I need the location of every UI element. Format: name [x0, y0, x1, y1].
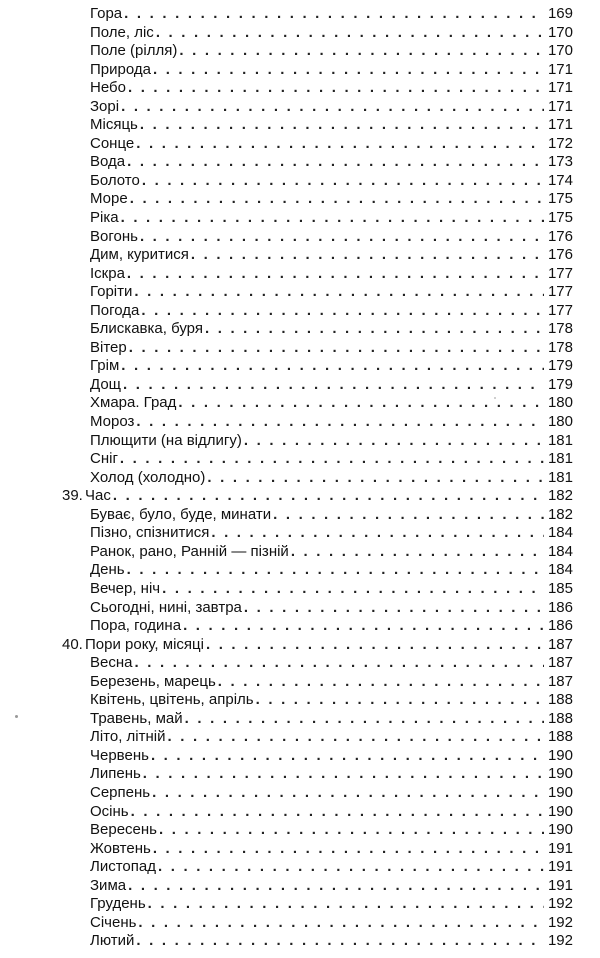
page-number: 192	[547, 932, 573, 950]
print-speck	[15, 715, 18, 718]
toc-row	[0, 599, 600, 618]
dot-leader	[131, 803, 544, 822]
dot-leader	[134, 654, 544, 673]
page-number: 181	[547, 468, 573, 486]
dot-leader	[183, 617, 544, 636]
entry-title: Сьогодні, нині, завтра	[90, 598, 242, 616]
entry-title: Болото	[90, 171, 140, 189]
toc-entry	[90, 172, 573, 191]
toc-entry	[90, 506, 573, 525]
toc-entry	[90, 691, 573, 710]
page-number: 192	[547, 913, 573, 931]
toc-row	[0, 654, 600, 673]
toc-chapter-row	[0, 636, 600, 655]
toc-entry	[90, 302, 573, 321]
page-number: 182	[547, 505, 573, 523]
dot-leader	[136, 932, 544, 951]
entry-title: Листопад	[90, 858, 156, 876]
toc-row	[0, 339, 600, 358]
toc-row	[0, 42, 600, 61]
entry-title: Мороз	[90, 413, 135, 431]
toc-row	[0, 376, 600, 395]
toc-entry	[90, 265, 573, 284]
entry-title: Грудень	[90, 895, 146, 913]
entry-title: Червень	[90, 746, 149, 764]
dot-leader	[128, 79, 544, 98]
toc-entry	[90, 803, 573, 822]
page-number: 176	[547, 227, 573, 245]
entry-title: Травень, май	[90, 709, 183, 727]
toc-row	[0, 858, 600, 877]
toc-row	[0, 877, 600, 896]
toc-entry	[90, 580, 573, 599]
dot-leader	[273, 506, 544, 525]
page-number: 178	[547, 320, 573, 338]
dot-leader	[143, 765, 544, 784]
entry-title: Хмара. Град	[90, 394, 177, 412]
page-number: 177	[547, 283, 573, 301]
dot-leader	[140, 228, 544, 247]
toc-entry	[90, 116, 573, 135]
dot-leader	[113, 487, 544, 506]
toc-entry	[90, 710, 573, 729]
dot-leader	[206, 636, 544, 655]
toc-row	[0, 209, 600, 228]
toc-entry	[90, 190, 573, 209]
entry-title: Дощ	[90, 375, 122, 393]
toc-entry	[90, 42, 573, 61]
entry-title: Ранок, рано, Ранній — пізній	[90, 542, 289, 560]
dot-leader	[121, 357, 544, 376]
dot-leader	[124, 5, 544, 24]
toc-row	[0, 265, 600, 284]
toc-entry	[90, 654, 573, 673]
entry-title: Вечер, ніч	[90, 579, 161, 597]
dot-leader	[121, 98, 544, 117]
entry-title: Поле, ліс	[90, 23, 154, 41]
toc-entry	[90, 320, 573, 339]
toc-entry	[90, 432, 573, 451]
toc-chapter-row	[0, 487, 600, 506]
print-speck	[494, 397, 496, 399]
page-number: 191	[547, 858, 573, 876]
page-number: 188	[547, 691, 573, 709]
page-number: 171	[547, 60, 573, 78]
page-number: 179	[547, 375, 573, 393]
entry-title: Сніг	[90, 450, 118, 468]
dot-leader	[148, 895, 544, 914]
toc-entry	[90, 877, 573, 896]
toc-entry	[90, 821, 573, 840]
entry-title: Сонце	[90, 134, 135, 152]
toc-row	[0, 283, 600, 302]
toc-entry	[90, 524, 573, 543]
entry-title: Холод (холодно)	[90, 468, 206, 486]
toc-row	[0, 821, 600, 840]
toc-row	[0, 469, 600, 488]
entry-title: Весна	[90, 654, 133, 672]
entry-title: Дим, куритися	[90, 246, 189, 264]
toc-row	[0, 450, 600, 469]
toc-row	[0, 784, 600, 803]
toc-entry	[90, 932, 573, 951]
toc-entry	[90, 413, 573, 432]
dot-leader	[134, 283, 544, 302]
dot-leader	[211, 524, 544, 543]
dot-leader	[127, 153, 544, 172]
toc-entry	[85, 487, 573, 506]
toc-row	[0, 506, 600, 525]
entry-title: Місяць	[90, 116, 138, 134]
page-number: 187	[547, 654, 573, 672]
dot-leader	[162, 580, 544, 599]
toc-entry	[90, 617, 573, 636]
entry-title: Липень	[90, 765, 141, 783]
page-number: 186	[547, 598, 573, 616]
toc-row	[0, 79, 600, 98]
page-number: 171	[547, 116, 573, 134]
page-number: 174	[547, 171, 573, 189]
toc-entry	[90, 747, 573, 766]
page-number: 187	[547, 635, 573, 653]
dot-leader	[207, 469, 544, 488]
entry-title: Іскра	[90, 264, 125, 282]
entry-title: Ріка	[90, 209, 119, 227]
dot-leader	[151, 747, 544, 766]
toc-entry	[90, 858, 573, 877]
toc-row	[0, 320, 600, 339]
entry-title: Літо, літній	[90, 728, 166, 746]
toc-row	[0, 710, 600, 729]
toc-entry	[90, 24, 573, 43]
entry-title: Квітень, цвітень, апріль	[90, 691, 254, 709]
toc-entry	[90, 914, 573, 933]
page-number: 184	[547, 561, 573, 579]
dot-leader	[141, 302, 544, 321]
entry-title: Березень, марець	[90, 672, 216, 690]
entry-title: Пізно, спізнитися	[90, 524, 210, 542]
toc-entry	[90, 394, 573, 413]
toc-entry	[90, 376, 573, 395]
page-number: 184	[547, 524, 573, 542]
page-number: 169	[547, 5, 573, 22]
entry-title: Вересень	[90, 821, 157, 839]
page-number: 177	[547, 301, 573, 319]
toc-entry	[90, 209, 573, 228]
page-number: 180	[547, 394, 573, 412]
dot-leader	[256, 691, 544, 710]
page-number: 177	[547, 264, 573, 282]
page-number: 191	[547, 839, 573, 857]
page-number: 181	[547, 431, 573, 449]
toc-row	[0, 840, 600, 859]
page-number: 176	[547, 246, 573, 264]
toc-entry	[90, 153, 573, 172]
dot-leader	[159, 821, 544, 840]
dot-leader	[128, 877, 544, 896]
toc-entry	[90, 895, 573, 914]
entry-title: Час	[85, 487, 111, 505]
entry-title: Гора	[90, 5, 123, 22]
page-number: 175	[547, 190, 573, 208]
page-number: 190	[547, 746, 573, 764]
toc-row	[0, 413, 600, 432]
dot-leader	[218, 673, 544, 692]
entry-title: Грім	[90, 357, 120, 375]
toc-row	[0, 5, 600, 24]
dot-leader	[138, 914, 544, 933]
entry-title: Буває, було, буде, минати	[90, 505, 272, 523]
entry-title: Природа	[90, 60, 151, 78]
toc-entry	[90, 98, 573, 117]
toc-row	[0, 914, 600, 933]
dot-leader	[178, 394, 544, 413]
toc-row	[0, 190, 600, 209]
toc-entry	[90, 5, 573, 24]
toc-row	[0, 98, 600, 117]
page-number: 170	[547, 23, 573, 41]
page-number: 190	[547, 821, 573, 839]
page-number: 178	[547, 338, 573, 356]
toc-entry	[90, 61, 573, 80]
page-number: 171	[547, 97, 573, 115]
entry-title: Блискавка, буря	[90, 320, 203, 338]
chapter-number: 39.	[62, 487, 83, 505]
page-number: 187	[547, 672, 573, 690]
toc-entry	[90, 469, 573, 488]
page-number: 190	[547, 802, 573, 820]
toc-row	[0, 153, 600, 172]
toc-row	[0, 394, 600, 413]
page-number: 182	[547, 487, 573, 505]
toc-row	[0, 524, 600, 543]
page-number: 191	[547, 876, 573, 894]
entry-title: Пора, година	[90, 617, 182, 635]
entry-title: Жовтень	[90, 839, 151, 857]
page-number: 172	[547, 134, 573, 152]
entry-title: Січень	[90, 913, 137, 931]
dot-leader	[156, 24, 544, 43]
toc-row	[0, 135, 600, 154]
dot-leader	[244, 599, 544, 618]
entry-title: Лютий	[90, 932, 135, 950]
entry-title: Зорі	[90, 97, 120, 115]
toc-entry	[90, 599, 573, 618]
toc-row	[0, 61, 600, 80]
dot-leader	[127, 561, 544, 580]
dot-leader	[205, 320, 544, 339]
toc-entry	[90, 79, 573, 98]
toc-entry	[90, 728, 573, 747]
dot-leader	[153, 840, 544, 859]
toc-row	[0, 172, 600, 191]
page-number: 179	[547, 357, 573, 375]
toc-row	[0, 895, 600, 914]
toc-entry	[90, 784, 573, 803]
dot-leader	[121, 209, 544, 228]
page-number: 190	[547, 765, 573, 783]
page-number: 186	[547, 617, 573, 635]
dot-leader	[136, 135, 544, 154]
toc-row	[0, 24, 600, 43]
dot-leader	[127, 265, 544, 284]
toc-entry	[90, 561, 573, 580]
page-number: 192	[547, 895, 573, 913]
toc-entry	[90, 765, 573, 784]
dot-leader	[142, 172, 544, 191]
page-number: 184	[547, 542, 573, 560]
page-number: 185	[547, 579, 573, 597]
toc-entry	[90, 135, 573, 154]
dot-leader	[158, 858, 544, 877]
toc-row	[0, 357, 600, 376]
dot-leader	[185, 710, 544, 729]
dot-leader	[168, 728, 544, 747]
page-number: 175	[547, 209, 573, 227]
page-number: 170	[547, 42, 573, 60]
entry-title: Осінь	[90, 802, 129, 820]
toc-row	[0, 543, 600, 562]
page-number: 188	[547, 709, 573, 727]
toc-row	[0, 561, 600, 580]
toc-entry	[85, 636, 573, 655]
toc-entry	[90, 228, 573, 247]
toc-row	[0, 728, 600, 747]
dot-leader	[136, 413, 544, 432]
dot-leader	[130, 190, 544, 209]
entry-title: Погода	[90, 301, 140, 319]
entry-title: Вода	[90, 153, 126, 171]
toc-entry	[90, 339, 573, 358]
toc-row	[0, 617, 600, 636]
toc-row	[0, 302, 600, 321]
page-number: 180	[547, 413, 573, 431]
toc-row	[0, 673, 600, 692]
dot-leader	[244, 432, 544, 451]
toc-row	[0, 432, 600, 451]
toc-row	[0, 803, 600, 822]
toc-row	[0, 246, 600, 265]
page-number: 181	[547, 450, 573, 468]
page-number: 171	[547, 79, 573, 97]
entry-title: Пори року, місяці	[85, 635, 204, 653]
toc-row	[0, 116, 600, 135]
dot-leader	[129, 339, 544, 358]
toc-entry	[90, 450, 573, 469]
dot-leader	[191, 246, 544, 265]
entry-title: Серпень	[90, 783, 151, 801]
entry-title: Плющити (на відлигу)	[90, 431, 242, 449]
toc-entry	[90, 357, 573, 376]
dot-leader	[140, 116, 544, 135]
dot-leader	[291, 543, 544, 562]
dot-leader	[153, 61, 544, 80]
chapter-number: 40.	[62, 635, 83, 653]
toc-row	[0, 932, 600, 951]
table-of-contents	[0, 5, 600, 951]
entry-title: Горіти	[90, 283, 133, 301]
page-number: 190	[547, 783, 573, 801]
dot-leader	[120, 450, 544, 469]
toc-entry	[90, 283, 573, 302]
toc-row	[0, 691, 600, 710]
toc-row	[0, 765, 600, 784]
toc-entry	[90, 543, 573, 562]
toc-row	[0, 580, 600, 599]
entry-title: День	[90, 561, 125, 579]
entry-title: Море	[90, 190, 128, 208]
entry-title: Поле (рілля)	[90, 42, 178, 60]
dot-leader	[179, 42, 544, 61]
dot-leader	[123, 376, 544, 395]
toc-entry	[90, 840, 573, 859]
toc-row	[0, 747, 600, 766]
entry-title: Небо	[90, 79, 126, 97]
toc-entry	[90, 673, 573, 692]
toc-row	[0, 228, 600, 247]
toc-entry	[90, 246, 573, 265]
dot-leader	[152, 784, 544, 803]
entry-title: Вогонь	[90, 227, 138, 245]
page-number: 173	[547, 153, 573, 171]
entry-title: Вітер	[90, 338, 127, 356]
page-number: 188	[547, 728, 573, 746]
entry-title: Зима	[90, 876, 127, 894]
